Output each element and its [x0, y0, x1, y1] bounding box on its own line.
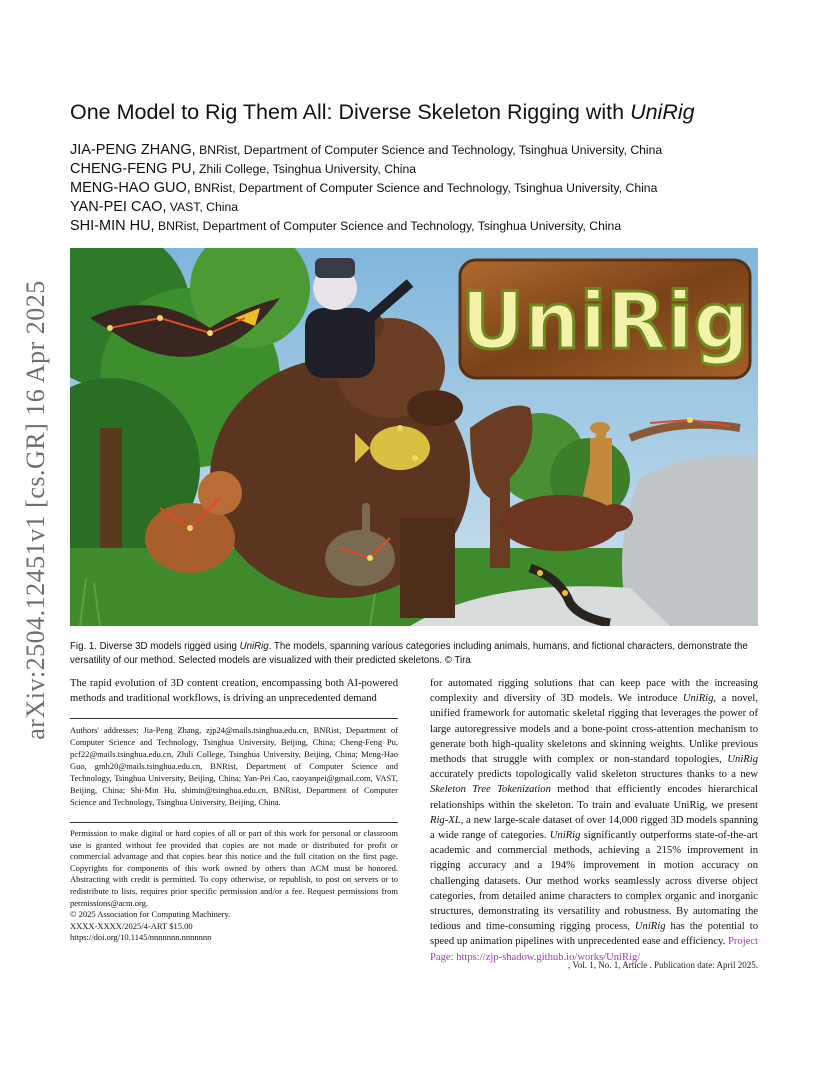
abstract-text: has the potential to speed up animation pipelines with unprecedented ease and efficiency. [430, 921, 758, 948]
abstract [430, 676, 758, 965]
abstract-text: , a new large-scale dataset of over 14,000 rigged 3D models spanning a wide range of categories. [430, 814, 758, 842]
author-name: CHENG-FENG PU, [70, 161, 196, 177]
author-name: SHI-MIN HU, [70, 218, 155, 234]
intro-paragraph [70, 676, 398, 706]
author-item [70, 178, 770, 197]
project-page-link[interactable]: Project Page: https://zjp-shadow.github.io/works/UniRig/ [430, 936, 758, 963]
issn-line: XXXX-XXXX/2025/4-ART $15.00 [70, 920, 193, 931]
author-list [70, 140, 770, 235]
abstract-text: , a novel, unified framework for automatic skeletal rigging that leverages the power of large autoregressive models and a bone-point cross-attention mechanism to generate both high-quality skeletons and skinning weights. Unlike previous methods that struggle with complex or non-standard topologies, [430, 693, 758, 766]
author-affiliation: BNRist, Department of Computer Science and Technology, Tsinghua University, China [195, 143, 663, 157]
arxiv-identifier-text: arXiv:2504.12451v1 [cs.GR] 16 Apr 2025 [21, 280, 50, 740]
divider [70, 718, 398, 719]
abstract-emphasis: UniRig [634, 921, 666, 933]
unirig-logo [460, 260, 750, 378]
page-footer [568, 960, 758, 970]
paper-title-text: One Model to Rig Them All: Diverse Skeleton Rigging with [70, 100, 631, 124]
abstract-emphasis: Rig-XL [430, 814, 461, 826]
permission-block [70, 822, 398, 944]
paper-title [70, 100, 770, 125]
author-name: MENG-HAO GUO, [70, 180, 191, 196]
author-item [70, 216, 770, 235]
divider [70, 822, 398, 823]
caption-method: UniRig [239, 641, 269, 652]
author-item [70, 140, 770, 159]
copyright-line: © 2025 Association for Computing Machinery. [70, 909, 231, 920]
intro-text: The rapid evolution of 3D content creation, encompassing both AI-powered methods and traditional workflows, is driving an unprecedented demand [70, 678, 398, 705]
teaser-illustration [70, 248, 758, 626]
abstract-text: for automated rigging solutions that can keep pace with the increasing complexity and diversity of 3D models. We introduce [430, 678, 758, 705]
abstract-text: significantly outperforms state-of-the-art academic and commercial methods, achieving a 215% improvement in rigging accuracy and a 194% improvement in motion accuracy on challenging datasets. Our method works seamlessly across diverse object categories, from detailed anime characters to complex organic and inorganic structures, demonstrating its versatility and robustness. By automating the tedious and time-consuming rigging process, [430, 830, 758, 933]
caption-text: . The models, spanning various categories including animals, humans, and fictional characters, demonstrate the versatility of our method. Selected models are visualized with their predicted skeletons. © Tira [70, 641, 748, 666]
author-addresses [70, 718, 398, 808]
teaser-figure [70, 248, 758, 626]
abstract-emphasis: UniRig [682, 693, 714, 705]
author-item [70, 197, 770, 216]
author-affiliation: Zhili College, Tsinghua University, China [195, 162, 417, 176]
author-affiliation: BNRist, Department of Computer Science and Technology, Tsinghua University, China [190, 181, 658, 195]
footer-text: , Vol. 1, No. 1, Article . Publication date: April 2025. [568, 960, 758, 970]
abstract-text: accurately predicts topologically valid skeleton structures thanks to a new [430, 769, 758, 781]
arxiv-identifier [16, 280, 56, 740]
author-affiliation: BNRist, Department of Computer Science and Technology, Tsinghua University, China [154, 219, 622, 233]
author-affiliation: VAST, China [166, 200, 238, 214]
author-item [70, 159, 770, 178]
abstract-emphasis: UniRig [549, 830, 581, 842]
permission-text: Permission to make digital or hard copies of all or part of this work for personal or classroom use is granted without fee provided that copies are not made or distributed for profit or commercial advantage and that copies bear this notice and the full citation on the first page. Copyrights for components of this work owned by others than ACM must be honored. Abstracting with credit is permitted. To copy otherwise, or republish, to post on servers or to redistribute to lists, requires prior specific permission and/or a fee. Request permissions from permissions@acm.org. [70, 828, 398, 908]
caption-label: Fig. 1. Diverse 3D models rigged using [70, 641, 240, 652]
abstract-text: method that efficiently encodes hierarchical relationships within the skeleton. To train and evaluate UniRig, we present [430, 784, 758, 811]
abstract-emphasis: Skeleton Tree Tokenization [430, 784, 551, 796]
unirig-logo-text: UniRig [460, 277, 750, 367]
doi-link[interactable]: https://doi.org/10.1145/nnnnnnn.nnnnnnn [70, 932, 212, 943]
addresses-text: Authors' addresses: Jia-Peng Zhang, zjp24@mails.tsinghua.edu.cn, BNRist, Department of Computer Science and Technology, Tsinghua University, Beijing, China; Cheng-Feng Pu, pcf22@mails.tsinghua.edu.cn, Zhili College, Tsinghua University, Beijing, China; Meng-Hao Guo, gmh20@mails.tsinghua.edu.cn, BNRist, Department of Computer Science and Technology, Tsinghua University, Beijing, China; Yan-Pei Cao, caoyanpei@gmail.com, VAST, Beijing, China; Shi-Min Hu, shimin@tsinghua.edu.cn, BNRist, Department of Computer Science and Technology, Tsinghua University, Beijing, China. [70, 725, 398, 807]
author-name: JIA-PENG ZHANG, [70, 142, 196, 158]
author-name: YAN-PEI CAO, [70, 199, 167, 215]
figure-caption [70, 640, 758, 668]
abstract-emphasis: UniRig [727, 754, 758, 766]
paper-title-method: UniRig [630, 100, 695, 124]
